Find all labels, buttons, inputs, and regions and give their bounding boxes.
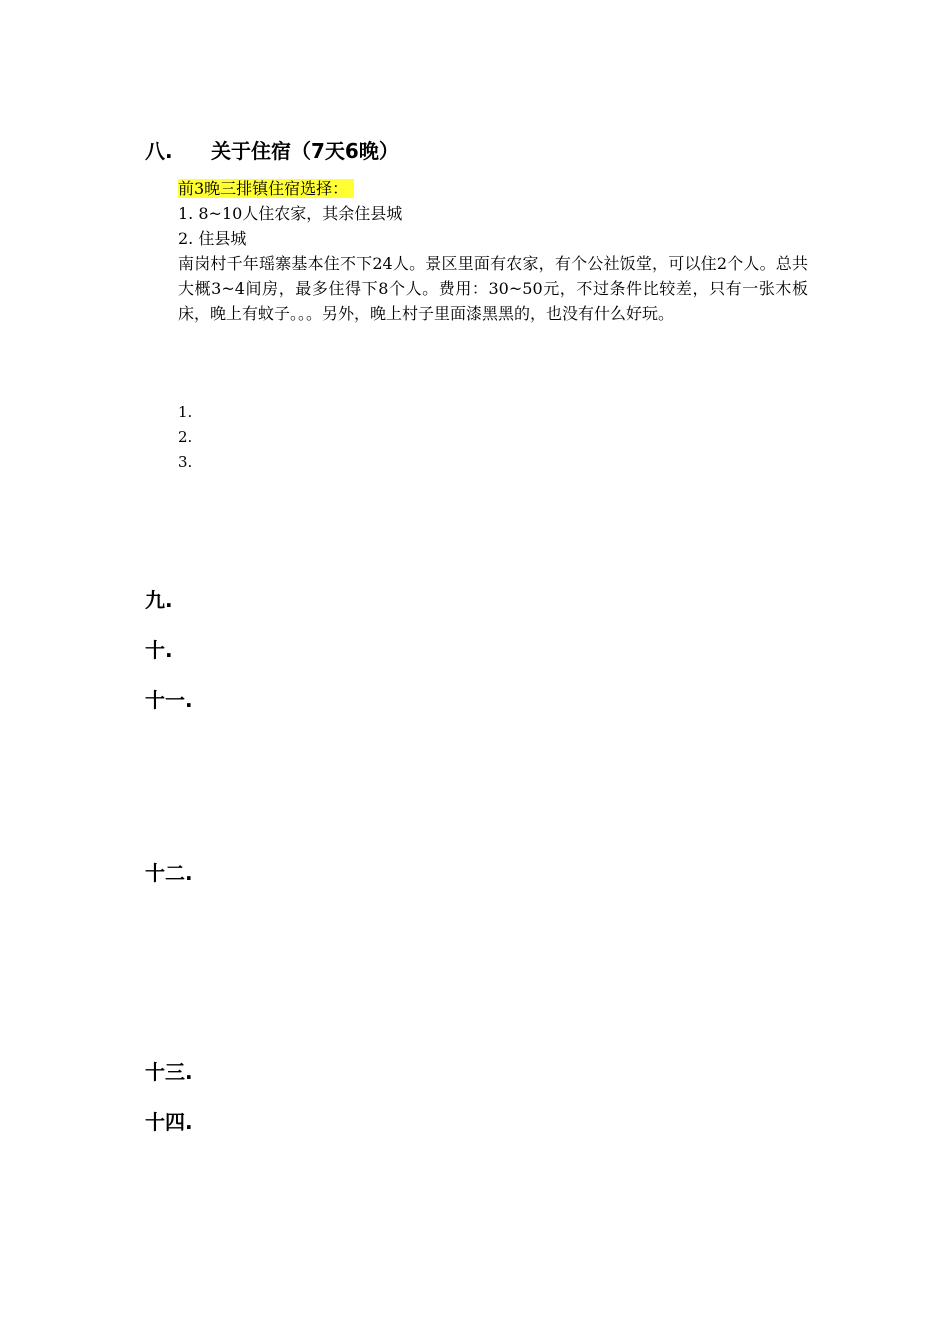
highlight-line <box>178 176 808 201</box>
section-9-heading: 九. <box>145 588 173 612</box>
section-10-heading: 十. <box>145 638 173 662</box>
empty-list-item-3: 3. <box>178 453 193 471</box>
option-2: 2. 住县城 <box>178 229 247 248</box>
section-8-title: 关于住宿（7天6晚） <box>211 139 399 163</box>
section-8-number: 八. <box>145 139 173 163</box>
section-12-heading: 十二. <box>145 861 193 885</box>
option-1: 1. 8~10人住农家，其余住县城 <box>178 204 403 223</box>
section-8-body <box>178 176 808 326</box>
section-13-heading: 十三. <box>145 1060 193 1084</box>
section-11-heading: 十一. <box>145 688 193 712</box>
empty-list-item-2: 2. <box>178 428 193 446</box>
section-14-heading: 十四. <box>145 1110 193 1134</box>
empty-list-item-1: 1. <box>178 403 193 421</box>
section-8-heading <box>145 139 399 163</box>
accommodation-paragraph: 南岗村千年瑶寨基本住不下24人。景区里面有农家，有个公社饭堂，可以住2个人。总共大概3~4间房，最多住得下8个人。费用：30~50元，不过条件比较差，只有一张木板床，晚上有蚊子。。。另外，晚上村子里面漆黑黑的，也没有什么好玩。 <box>178 254 808 323</box>
highlighted-text: 前3晚三排镇住宿选择： <box>178 179 354 198</box>
